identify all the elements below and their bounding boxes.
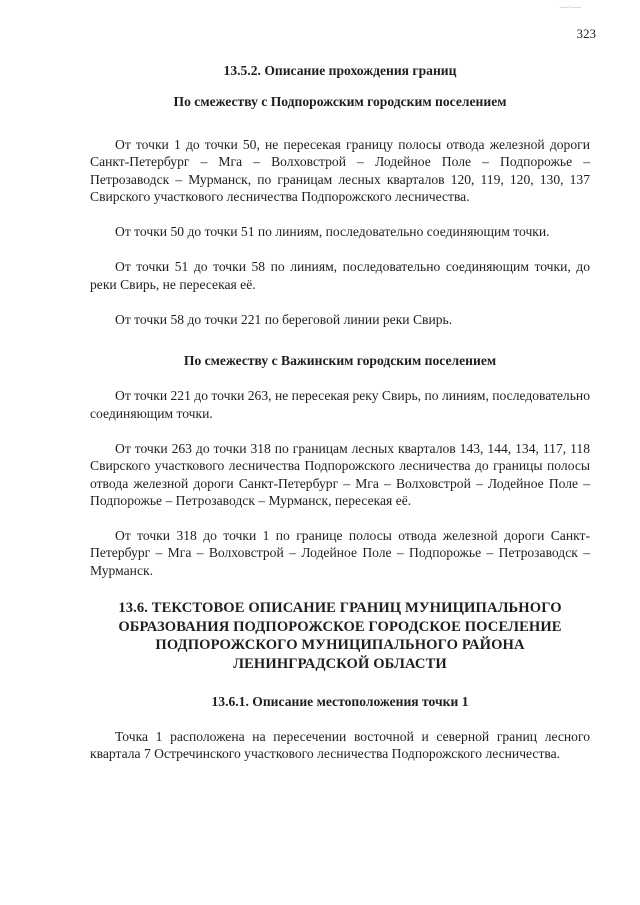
paragraph-points-1-50: От точки 1 до точки 50, не пересекая границу полосы отвода железной дороги Санкт-Петербург – Мга – Волховстрой – Лодейное Поле – Подпорожье – Петрозаводск – Мурманск, по границам лесных кварталов 120, 119, 120, 130, 137 Свирского участкового лесничества Подпорожского лесничества. <box>90 137 590 204</box>
paragraph-points-263-318: От точки 263 до точки 318 по границам лесных кварталов 143, 144, 134, 117, 118 Свирского участкового лесничества Подпорожского лесничества до границы полосы отвода железной дороги Санкт-Петербург – Мга – Волховстрой – Лодейное Поле – Подпорожье – Петрозаводск – Мурманск, пересекая её. <box>90 440 590 508</box>
paragraph-points-58-221: От точки 58 до точки 221 по береговой линии реки Свирь. <box>115 312 453 328</box>
paragraph-points-221-263: От точки 221 до точки 263, не пересекая реку Свирь, по линиям, последовательно соединяющим точки. <box>90 388 590 421</box>
document-body <box>90 62 590 763</box>
main-section-heading: 13.6. ТЕКСТОВОЕ ОПИСАНИЕ ГРАНИЦ МУНИЦИПАЛЬНОГО ОБРАЗОВАНИЯ ПОДПОРОЖСКОЕ ГОРОДСКОЕ ПОСЕЛЕНИЕ ПОДПОРОЖСКОГО МУНИЦИПАЛЬНОГО РАЙОНА ЛЕНИНГРАДСКОЙ ОБЛАСТИ <box>118 600 562 672</box>
paragraph-points-318-1: От точки 318 до точки 1 по границе полосы отвода железной дороги Санкт-Петербург – Мга – Волховстрой – Лодейное Поле – Подпорожье – Петрозаводск – Мурманск. <box>90 528 590 578</box>
page-number: 323 <box>576 26 596 41</box>
heading-podporozhye-adjacency: По смежеству с Подпорожским городским поселением <box>173 94 507 109</box>
scan-mark: —·— <box>560 2 581 12</box>
heading-vazhinskoye-adjacency: По смежеству с Важинским городским поселением <box>183 353 497 369</box>
paragraph-points-51-58: От точки 51 до точки 58 по линиям, последовательно соединяющим точки, до реки Свирь, не пересекая её. <box>90 259 590 292</box>
heading-point-1-location: 13.6.1. Описание местоположения точки 1 <box>211 694 469 710</box>
paragraph-point-1: Точка 1 расположена на пересечении восточной и северной границ лесного квартала 7 Остречинского участкового лесничества Подпорожского лесничества. <box>90 729 590 762</box>
heading-boundaries-description: 13.5.2. Описание прохождения границ <box>223 63 457 78</box>
paragraph-points-50-51: От точки 50 до точки 51 по линиям, последовательно соединяющим точки. <box>115 224 550 240</box>
